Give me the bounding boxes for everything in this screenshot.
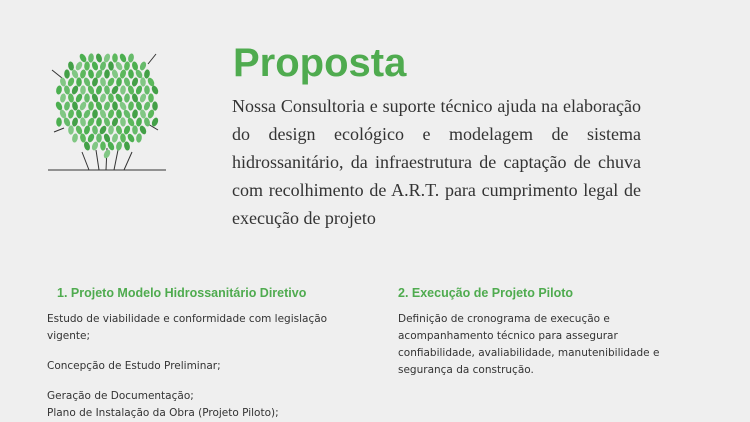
leaf-icon (108, 93, 115, 103)
leaf-icon (116, 109, 122, 119)
leaf-icon (144, 69, 151, 79)
leaf-icon (71, 101, 78, 111)
leaf-icon (84, 93, 90, 102)
leaf-icon (127, 53, 134, 63)
leaf-icon (88, 53, 95, 63)
leaf-icon (100, 77, 107, 87)
leaf-icon (115, 141, 122, 151)
leaf-icon (55, 85, 62, 95)
leaf-icon (144, 85, 150, 94)
leaf-icon (87, 133, 96, 144)
leaf-icon (100, 141, 106, 150)
tree-leaves (55, 53, 160, 160)
leaf-icon (128, 69, 134, 79)
leaf-icon (124, 93, 131, 103)
leaf-icon (68, 125, 74, 134)
leaf-icon (92, 109, 98, 119)
leaf-icon (120, 117, 126, 127)
leaf-icon (107, 109, 115, 119)
leaf-icon (63, 85, 71, 95)
leaf-icon (96, 133, 102, 142)
leaf-icon (120, 85, 127, 95)
leaf-icon (103, 101, 111, 111)
section-1-item: Geração de Documentação; (47, 390, 194, 402)
leaf-icon (136, 133, 143, 143)
leaf-icon (132, 125, 138, 134)
leaf-icon (59, 93, 66, 103)
leaf-icon (123, 141, 130, 151)
section-1-text (47, 311, 347, 422)
leaf-icon (120, 133, 127, 143)
leaf-icon (132, 109, 139, 119)
leaf-icon (143, 117, 151, 127)
leaf-icon (95, 85, 103, 95)
leaf-icon (71, 133, 78, 143)
section-1-title: 1. Projeto Modelo Hidrossanitário Diretivo (57, 286, 307, 300)
leaf-icon (148, 93, 154, 102)
leaf-icon (92, 125, 99, 135)
section-1-item: Estudo de viabilidade e conformidade com legislação vigente; (47, 313, 328, 342)
leaf-icon (131, 61, 139, 71)
leaf-icon (128, 101, 135, 111)
leaf-icon (71, 117, 79, 127)
leaf-icon (67, 109, 75, 119)
leaf-icon (67, 61, 74, 71)
leaf-icon (83, 125, 91, 135)
section-1-item: Plano de Instalação da Obra (Projeto Piloto); (47, 407, 279, 419)
leaf-icon (91, 77, 99, 87)
leaf-icon (104, 85, 111, 95)
leaf-icon (74, 61, 83, 72)
leaf-icon (75, 109, 82, 119)
leaf-icon (135, 117, 142, 127)
leaf-icon (59, 77, 67, 87)
leaf-icon (63, 101, 70, 111)
leaf-icon (76, 77, 82, 86)
leaf-icon (87, 69, 94, 79)
leaf-icon (139, 93, 148, 104)
leaf-icon (139, 61, 148, 72)
leaf-icon (79, 133, 86, 143)
leaf-icon (84, 61, 90, 70)
leaf-icon (96, 117, 102, 127)
leaf-icon (140, 77, 146, 87)
leaf-icon (91, 61, 99, 72)
tree-illustration-icon (44, 40, 170, 174)
leaf-icon (112, 101, 119, 111)
leaf-icon (99, 93, 107, 103)
section-1-item: Concepção de Estudo Preliminar; (47, 360, 221, 372)
leaf-icon (56, 117, 62, 126)
leaf-icon (67, 93, 74, 103)
leaf-icon (88, 101, 94, 110)
leaf-icon (119, 53, 128, 64)
leaf-icon (116, 77, 122, 87)
leaf-icon (152, 101, 158, 110)
leaf-icon (112, 53, 118, 62)
slide-title: Proposta (233, 41, 407, 85)
leaf-icon (64, 69, 70, 78)
leaf-icon (143, 101, 152, 112)
leaf-icon (108, 125, 115, 135)
leaf-icon (135, 85, 143, 96)
leaf-icon (79, 69, 87, 79)
section-2-text: Definição de cronograma de execução e acompanhamento técnico para assegurar confiabilidade, avaliabilidade, manutenibilidade e segurança da construção. (398, 313, 660, 376)
leaf-icon (104, 69, 110, 79)
leaf-icon (124, 61, 131, 71)
leaf-icon (95, 53, 103, 63)
section-2-title: 2. Execução de Projeto Piloto (398, 286, 574, 300)
leaf-icon (111, 133, 119, 143)
slide-body-text: Nossa Consultoria e suporte técnico ajuda na elaboração do design ecológico e modelagem de sistema hidrossanitário, da infraestrutura de captação de chuva com recolhimento de A.R.T. para cumprimento legal de execução de projeto (232, 96, 641, 228)
leaf-icon (80, 117, 87, 127)
leaf-icon (80, 85, 86, 94)
leaf-icon (108, 61, 115, 71)
leaf-icon (151, 117, 160, 128)
